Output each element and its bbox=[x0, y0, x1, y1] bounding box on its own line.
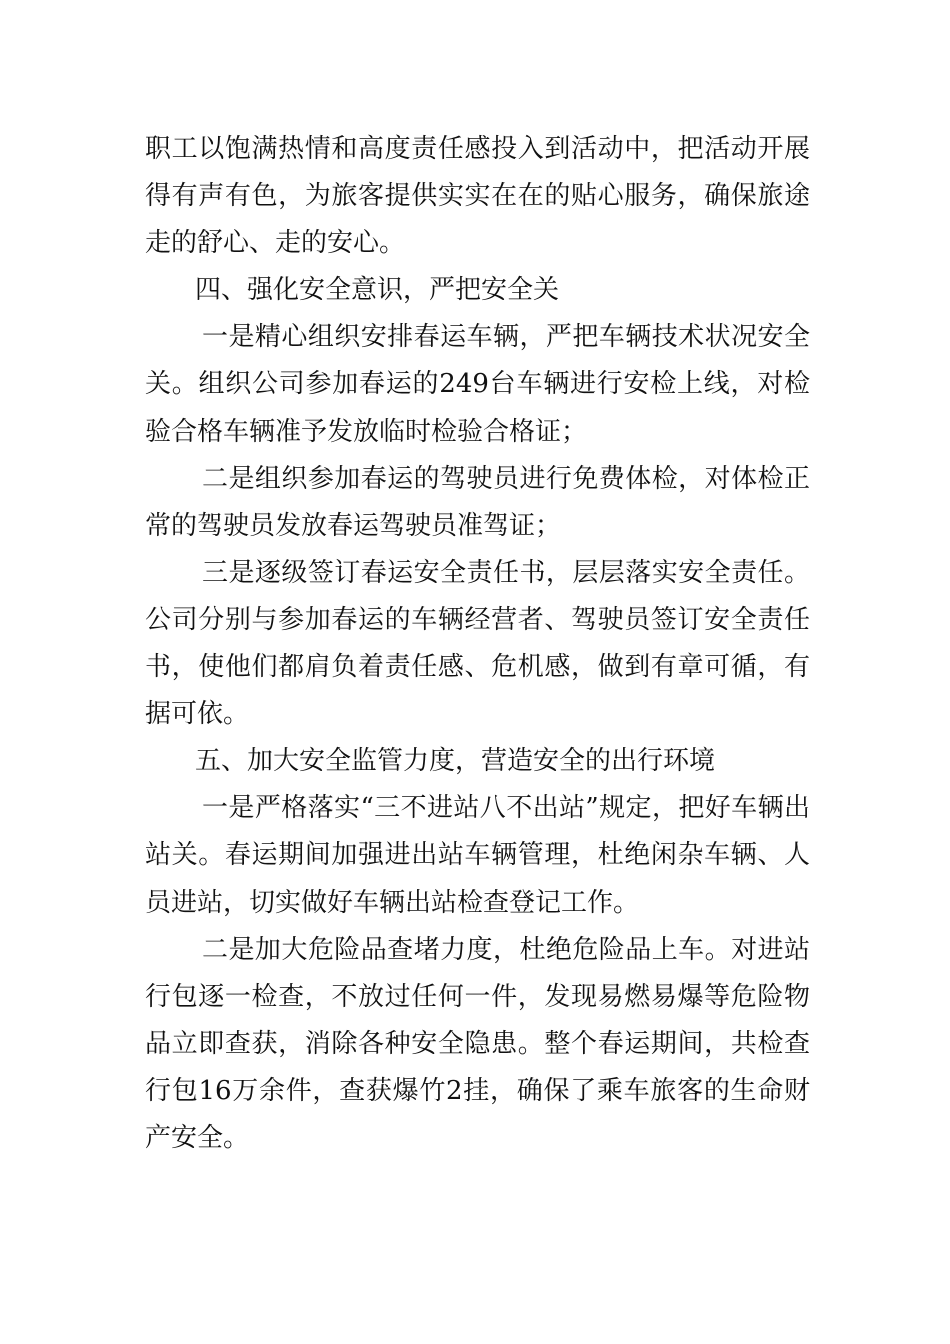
section-heading-5: 五、加大安全监管力度，营造安全的出行环境 bbox=[195, 746, 716, 777]
paragraph-continued: 职工以饱满热情和高度责任感投入到活动中，把活动开展得有声有色，为旅客提供实实在在的贴心服务，确保旅途走的舒心、走的安心。 bbox=[145, 134, 810, 259]
section-heading-4: 四、强化安全意识，严把安全关 bbox=[195, 275, 560, 306]
paragraph-dangerous-goods-check: 二是加大危险品查堵力度，杜绝危险品上车。对进站行包逐一检查，不放过任何一件，发现易燃易爆等危险物品立即查获，消除各种安全隐患。整个春运期间，共检查行包16万余件，查获爆竹2挂，确保了乘车旅客的生命财产安全。 bbox=[145, 934, 810, 1153]
paragraph-driver-health-check: 二是组织参加春运的驾驶员进行免费体检，对体检正常的驾驶员发放春运驾驶员准驾证； bbox=[145, 463, 810, 541]
paragraph-safety-responsibility: 三是逐级签订春运安全责任书，层层落实安全责任。公司分别与参加春运的车辆经营者、驾驶员签订安全责任书，使他们都肩负着责任感、危机感，做到有章可循，有据可依。 bbox=[145, 557, 810, 730]
paragraph-station-exit-control: 一是严格落实“三不进站八不出站”规定，把好车辆出站关。春运期间加强进出站车辆管理，杜绝闲杂车辆、人员进站，切实做好车辆出站检查登记工作。 bbox=[145, 793, 810, 918]
document-body bbox=[145, 126, 810, 1162]
paragraph-vehicle-safety: 一是精心组织安排春运车辆，严把车辆技术状况安全关。组织公司参加春运的249台车辆进行安检上线，对检验合格车辆准予发放临时检验合格证； bbox=[145, 322, 810, 447]
